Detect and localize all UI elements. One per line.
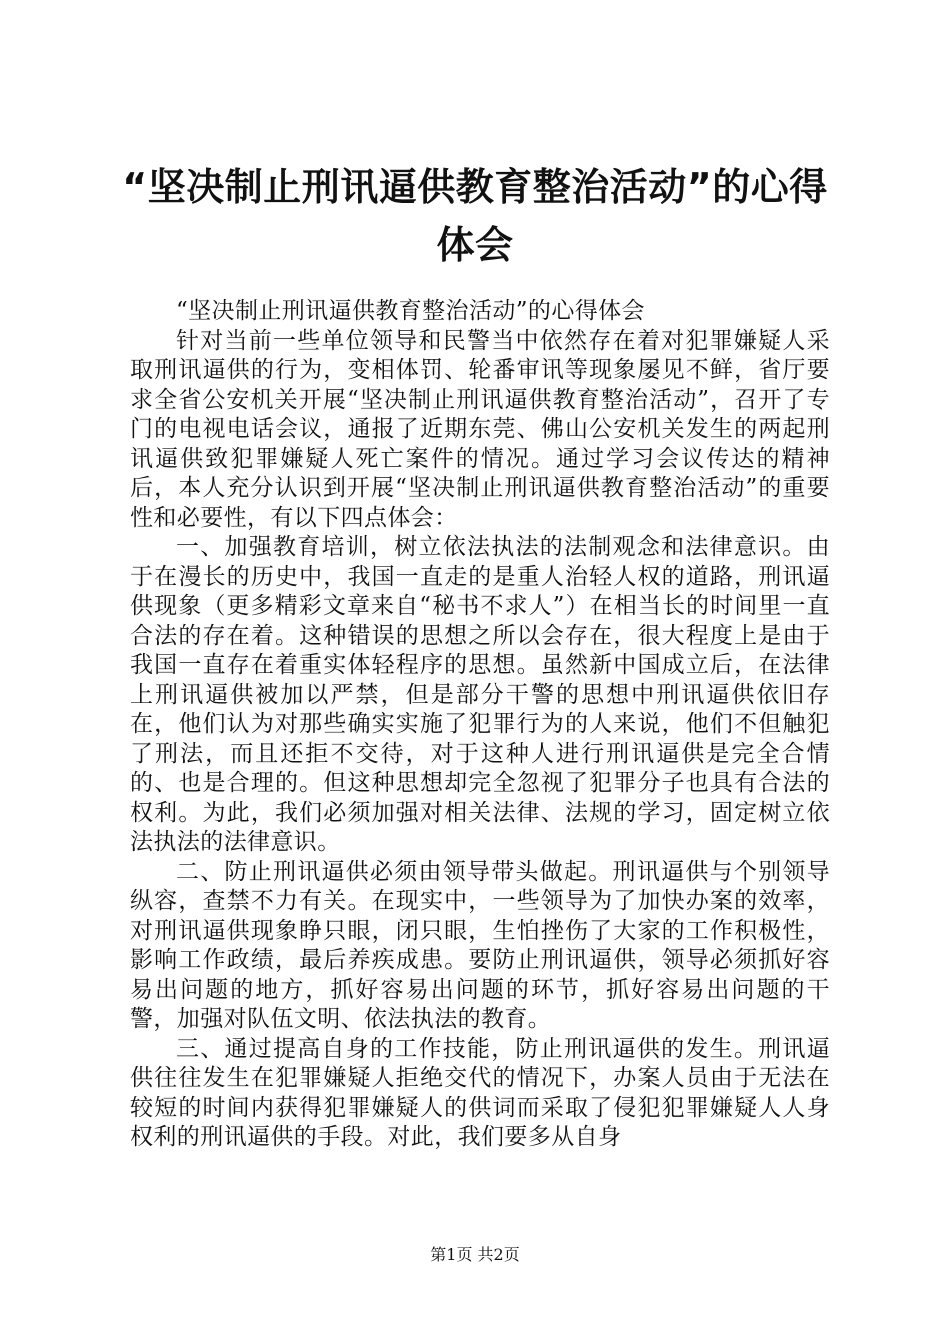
paragraph-subtitle: “坚决制止刑讯逼供教育整治活动”的心得体会	[176, 298, 645, 324]
document-title: “坚决制止刑讯逼供教育整治活动”的心得体会	[122, 165, 828, 267]
page-footer: 第1页 共2页	[430, 1245, 520, 1264]
paragraph-point-one: 一、加强教育培训，树立依法执法的法制观念和法律意识。由于在漫长的历史中，我国一直走的是重人治轻人权的道路，刑讯逼供现象（更多精彩文章来自“秘书不求人”）在相当长的时间里一直合法的存在着。这种错误的思想之所以会存在，很大程度上是由于我国一直存在着重实体轻程序的思想。虽然新中国成立后，在法律上刑讯逼供被加以严禁，但是部分干警的思想中刑讯逼供依旧存在，他们认为对那些确实实施了犯罪行为的人来说，他们不但触犯了刑法，而且还拒不交待，对于这种人进行刑讯逼供是完全合情的、也是合理的。但这种思想却完全忽视了犯罪分子也具有合法的权利。为此，我们必须加强对相关法律、法规的学习，固定树立依法执法的法律意识。	[130, 534, 830, 855]
paragraph-point-three: 三、通过提高自身的工作技能，防止刑讯逼供的发生。刑讯逼供往往发生在犯罪嫌疑人拒绝交代的情况下，办案人员由于无法在较短的时间内获得犯罪嫌疑人的供词而采取了侵犯犯罪嫌疑人人身权利的刑讯逼供的手段。对此，我们要多从自身	[130, 1035, 830, 1150]
paragraph-intro: 针对当前一些单位领导和民警当中依然存在着对犯罪嫌疑人采取刑讯逼供的行为，变相体罚、轮番审讯等现象屡见不鲜，省厅要求全省公安机关开展“坚决制止刑讯逼供教育整治活动”，召开了专门的电视电话会议，通报了近期东莞、佛山公安机关发生的两起刑讯逼供致犯罪嫌疑人死亡案件的情况。通过学习会议传达的精神后，本人充分认识到开展“坚决制止刑讯逼供教育整治活动”的重要性和必要性，有以下四点体会：	[130, 327, 830, 531]
paragraph-point-two: 二、防止刑讯逼供必须由领导带头做起。刑讯逼供与个别领导纵容，查禁不力有关。在现实中，一些领导为了加快办案的效率，对刑讯逼供现象睁只眼，闭只眼，生怕挫伤了大家的工作积极性，影响工作政绩，最后养疾成患。要防止刑讯逼供，领导必须抓好容易出问题的地方，抓好容易出问题的环节，抓好容易出问题的干警，加强对队伍文明、依法执法的教育。	[130, 858, 830, 1032]
document-body	[130, 297, 830, 1153]
